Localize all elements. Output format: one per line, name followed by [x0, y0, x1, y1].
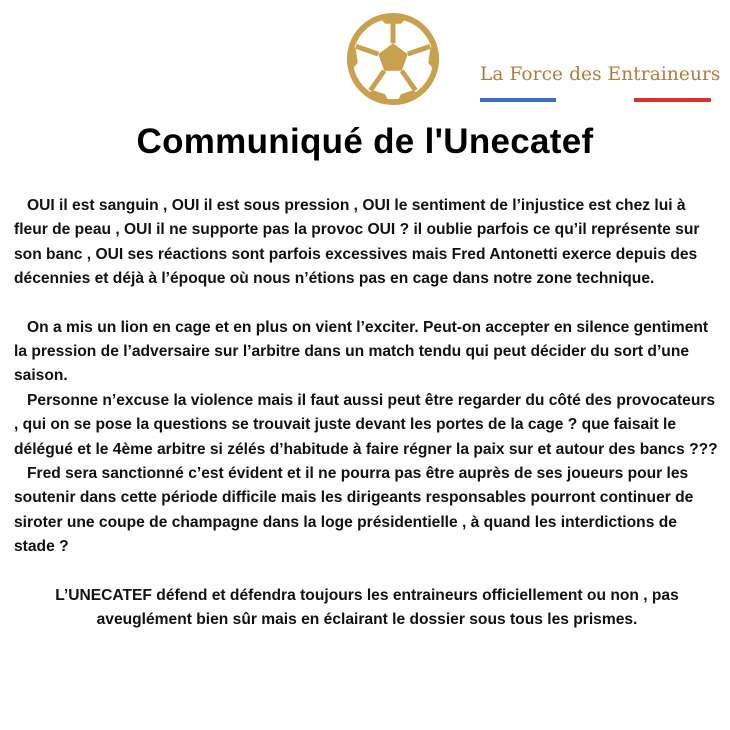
flag-red-bar	[634, 98, 711, 102]
paragraph-3: Personne n’excuse la violence mais il faut aussi peut être regarder du côté des provocateurs , qui on se pose la questions se trouvait juste devant les portes de la cage ? que faisait le délégué et le 4ème arbitre si zélés d’habitude à faire régner la paix sur et autour des bancs ???	[14, 391, 718, 458]
paragraph-2: On a mis un lion en cage et en plus on vient l’exciter. Peut-on accepter en silence gentiment la pression de l’adversaire sur l’arbitre dans un match tendu qui peut décider du sort d’une saison.	[14, 318, 709, 385]
closing-statement: L’UNECATEF défend et défendra toujours les entraineurs officiellement ou non , pas aveuglément bien sûr mais en éclairant le dossier sous tous les prismes.	[55, 586, 679, 629]
paragraph-1: OUI il est sanguin , OUI il est sous pression , OUI le sentiment de l’injustice est chez lui à fleur de peau , OUI il ne supporte pas la provoc OUI ? il oublie parfois ce qu’il représente sur son banc , OUI ses réactions sont parfois excessives mais Fred Antonetti exerce depuis des décennies et déjà à l’époque où nous n’étions pas en cage dans notre zone technique.	[14, 197, 700, 288]
brand-name: La Force des Entraineurs	[480, 64, 721, 85]
flag-blue-bar	[480, 98, 556, 102]
paragraph-spacer	[14, 292, 720, 316]
soccer-ball-icon	[344, 10, 442, 108]
paragraph-spacer	[14, 560, 720, 584]
page-title: Communiqué de l'Unecatef	[136, 122, 594, 161]
communique-body	[14, 194, 720, 633]
paragraph-4: Fred sera sanctionné c’est évident et il ne pourra pas être auprès de ses joueurs pour les soutenir dans cette période difficile mais les dirigeants responsables pourront continuer de siroter une coupe de champagne dans la loge présidentielle , à quand les interdictions de stade ?	[14, 465, 694, 556]
